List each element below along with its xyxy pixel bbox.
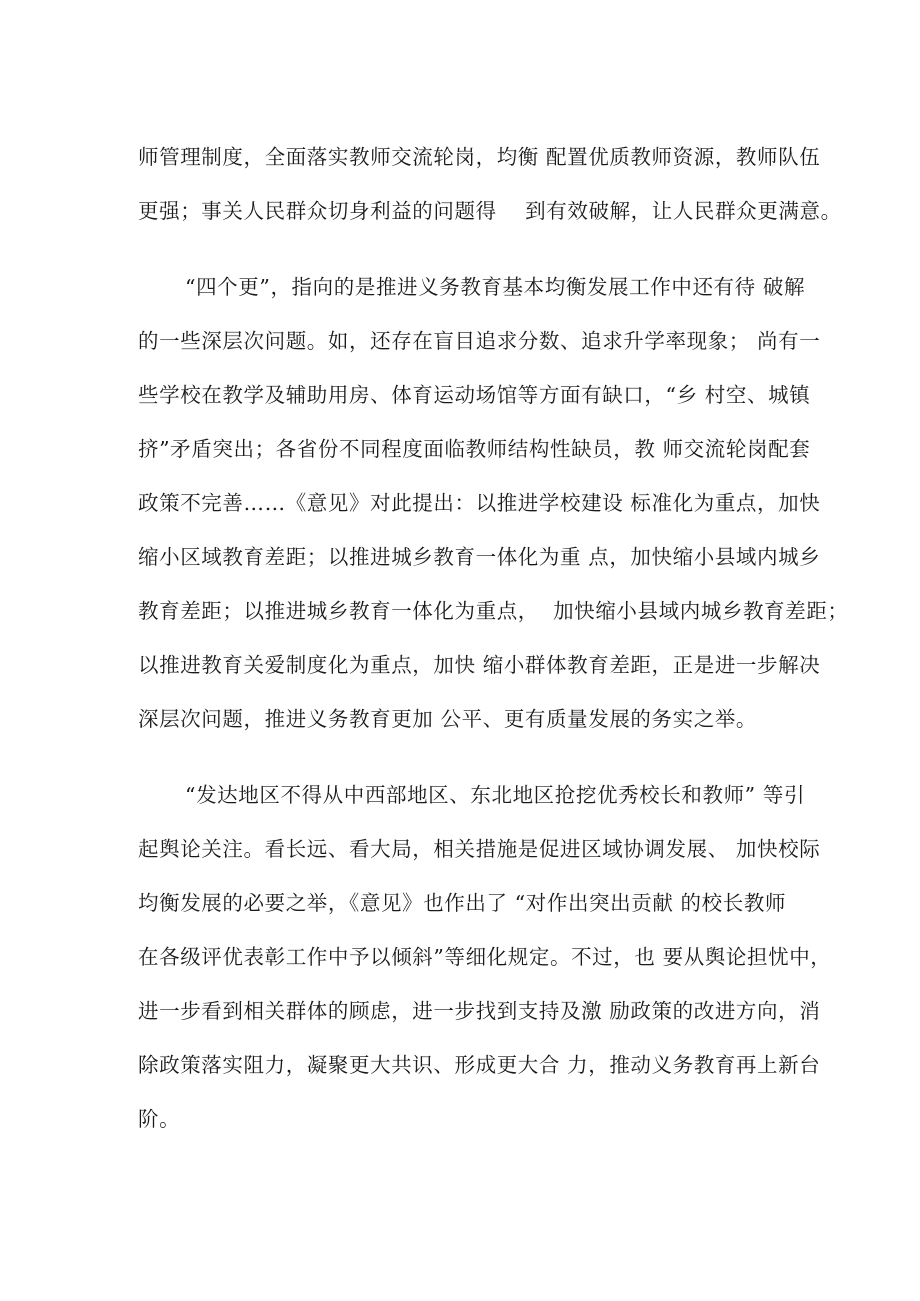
text-line: 均衡发展的必要之举，《意见》也作出了 “对作出突出贡献 的校长教师: [138, 891, 787, 915]
text-line: 的一些深层次问题。如，还存在盲目追求分数、追求升学率现象； 尚有一: [138, 329, 821, 353]
text-line: 更强；事关人民群众切身利益的问题得 到有效破解，让人民群众更满意。: [138, 199, 842, 223]
text-line: “四个更”，指向的是推进义务教育基本均衡发展工作中还有待 破解: [185, 275, 806, 299]
text-line: 些学校在教学及辅助用房、体育运动场馆等方面有缺口，“乡 村空、城镇: [138, 383, 811, 407]
text-line: 政策不完善……《意见》对此提出：以推进学校建设 标准化为重点，加快: [138, 491, 821, 515]
text-line: “发达地区不得从中西部地区、东北地区抢挖优秀校长和教师” 等引: [185, 783, 806, 807]
text-line: 挤”矛盾突出；各省份不同程度面临教师结构性缺员，教 师交流轮岗配套: [138, 437, 811, 461]
text-line: 起舆论关注。看长远、看大局，相关措施是促进区域协调发展、 加快校际: [138, 837, 821, 861]
text-line: 深层次问题，推进义务教育更加 公平、更有质量发展的务实之举。: [138, 707, 758, 731]
text-line: 在各级评优表彰工作中予以倾斜”等细化规定。不过，也 要从舆论担忧中，: [138, 945, 832, 969]
text-line: 以推进教育关爱制度化为重点，加快 缩小群体教育差距，正是进一步解决: [138, 653, 821, 677]
text-line: 阶。: [138, 1107, 181, 1131]
text-line: 教育差距；以推进城乡教育一体化为重点， 加快缩小县域内城乡教育差距；: [138, 599, 849, 623]
text-line: 师管理制度，全面落实教师交流轮岗，均衡 配置优质教师资源，教师队伍: [138, 145, 821, 169]
text-line: 进一步看到相关群体的顾虑，进一步找到支持及激 励政策的改进方向，消: [138, 999, 821, 1023]
text-line: 缩小区域教育差距；以推进城乡教育一体化为重 点，加快缩小县域内城乡: [138, 545, 821, 569]
text-line: 除政策落实阻力，凝聚更大共识、形成更大合 力，推动义务教育再上新台: [138, 1053, 821, 1077]
